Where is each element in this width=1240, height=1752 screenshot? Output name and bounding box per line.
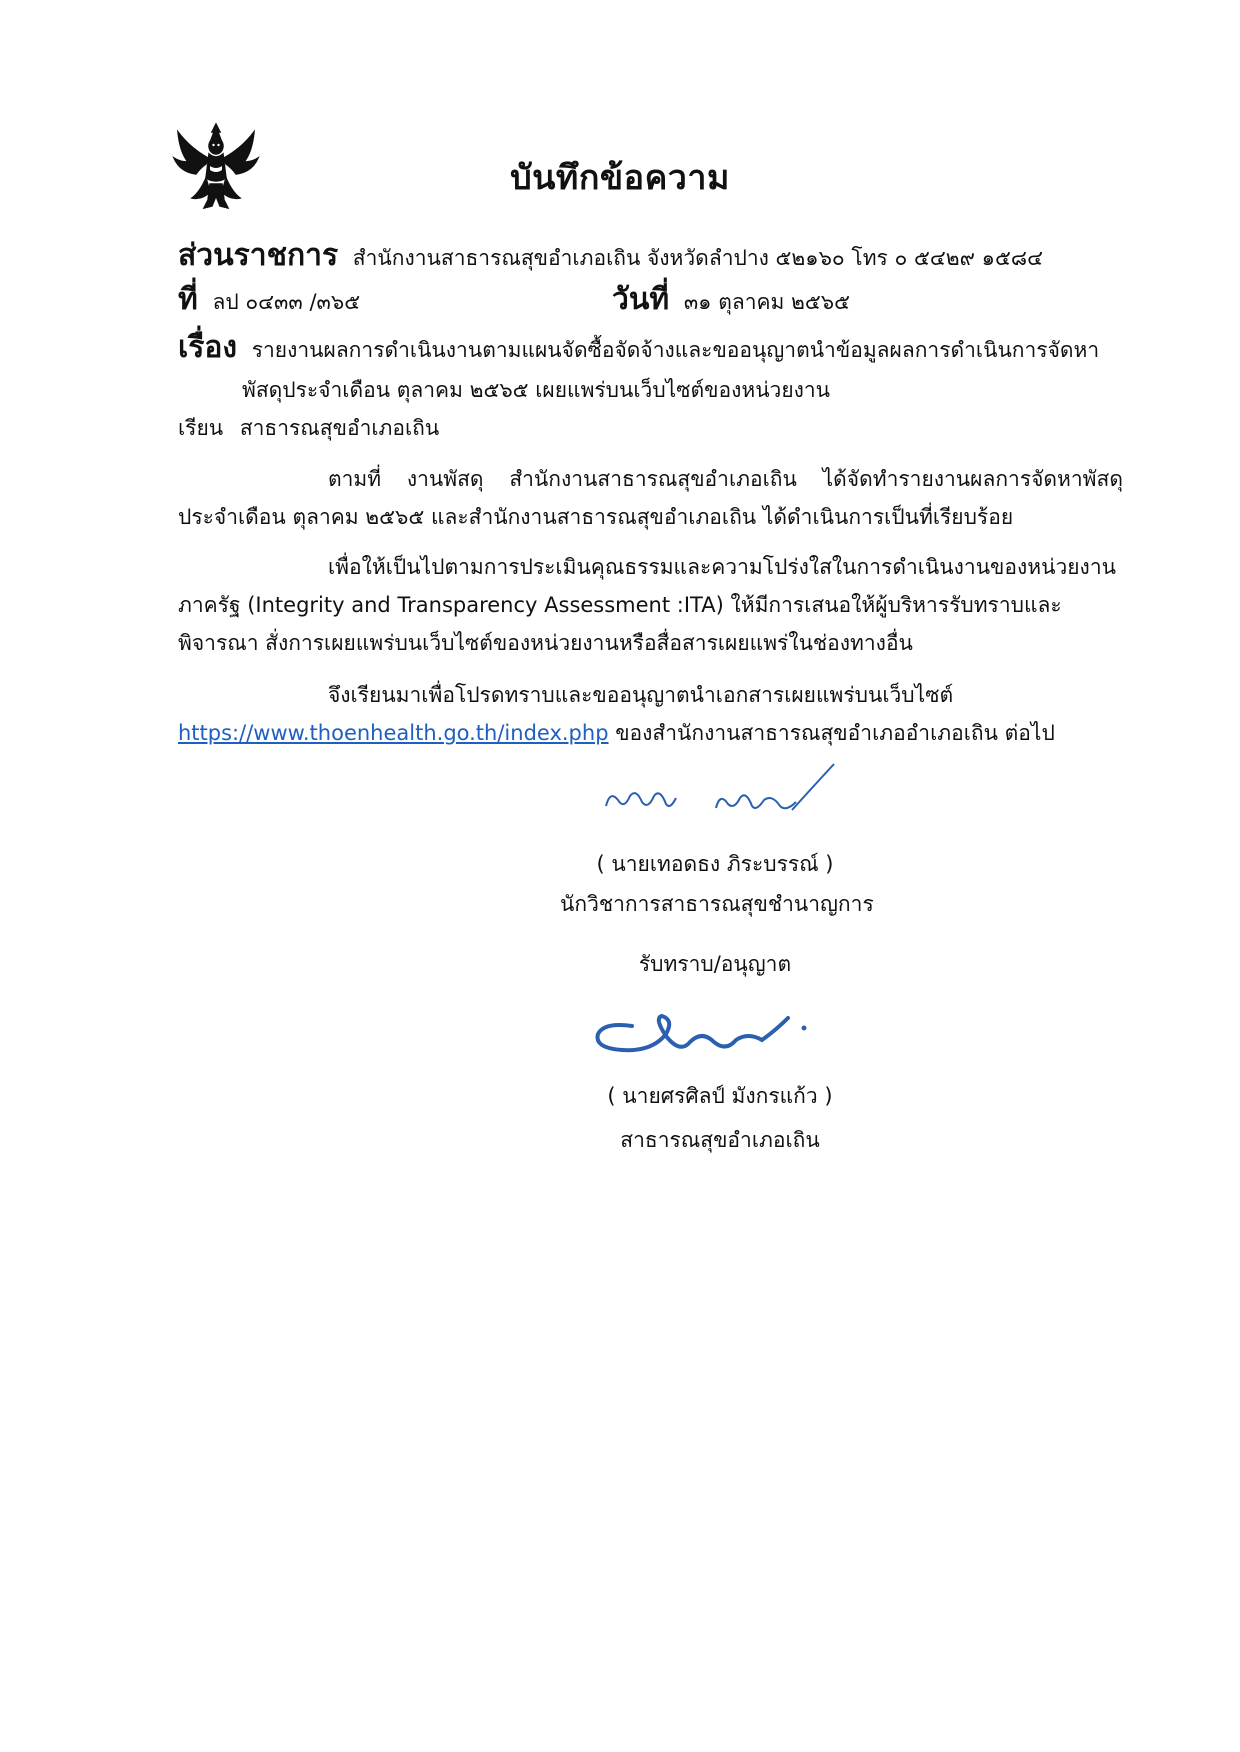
- subject-text-line1: รายงานผลการดำเนินงานตามแผนจัดซื้อจัดจ้างและขออนุญาตนำข้อมูลผลการดำเนินการจัดหา: [251, 338, 1100, 362]
- department-text: สำนักงานสาธารณสุขอำเภอเถิน จังหวัดลำปาง ๕๒๑๖๐ โทร ๐ ๕๔๒๙ ๑๕๘๔: [352, 246, 1043, 270]
- date-text: ๓๑ ตุลาคม ๒๕๖๕: [683, 290, 851, 314]
- date-line: [612, 282, 850, 318]
- department-line: [178, 238, 1043, 274]
- signature-2: [592, 1000, 822, 1066]
- memo-title: บันทึกข้อความ: [510, 158, 730, 198]
- recipient-line: [178, 416, 439, 441]
- signer-1-name: ( นายเทอดธง ภิระบรรณ์ ): [596, 852, 834, 876]
- subject-text-line2: พัสดุประจำเดือน ตุลาคม ๒๕๖๕ เผยแพร่บนเว็บไซต์ของหน่วยงาน: [242, 378, 831, 402]
- date-label: วันที่: [612, 282, 670, 317]
- recipient-text: สาธารณสุขอำเภอเถิน: [239, 416, 440, 440]
- reference-number-line: [178, 282, 360, 318]
- acknowledgement-text: รับทราบ/อนุญาต: [638, 952, 792, 976]
- body-paragraph-1: [178, 460, 1123, 536]
- signer-2-name: ( นายศรศิลป์ มังกรแก้ว ): [607, 1084, 833, 1108]
- signer-1-position: นักวิชาการสาธารณสุขชำนาญการ: [560, 892, 874, 916]
- website-link[interactable]: https://www.thoenhealth.go.th/index.php: [178, 721, 609, 745]
- body-paragraph-2: [178, 548, 1123, 662]
- paragraph-1-first-word: ตามที่: [328, 467, 382, 491]
- paragraph-2-text: เพื่อให้เป็นไปตามการประเมินคุณธรรมและความโปร่งใสในการดำเนินงานของหน่วยงาน ภาครัฐ (Integrity and Transparency Assessment :ITA) ให้มีการเสนอให้ผู้บริหารรับทราบและพิจารณา สั่งการเผยแพร่บนเว็บไซต์ของหน่วยงานหรือสื่อสารเผยแพร่ในช่องทางอื่น: [178, 555, 1116, 655]
- body-paragraph-3: [178, 676, 1123, 752]
- department-label: ส่วนราชการ: [178, 238, 339, 273]
- reference-number-label: ที่: [178, 282, 198, 317]
- subject-label: เรื่อง: [178, 330, 238, 365]
- signer-2-position: สาธารณสุขอำเภอเถิน: [620, 1128, 820, 1152]
- signature-1: [596, 760, 846, 828]
- paragraph-3-closing: ของสำนักงานสาธารณสุขอำเภออำเภอเถิน ต่อไป: [608, 721, 1055, 745]
- subject-line: [178, 330, 1099, 366]
- paragraph-3-text: จึงเรียนมาเพื่อโปรดทราบและขออนุญาตนำเอกสารเผยแพร่บนเว็บไซต์: [328, 683, 954, 707]
- reference-number-text: ลป ๐๔๓๓ /๓๖๕: [212, 290, 361, 314]
- paragraph-1-text: งานพัสดุ สำนักงานสาธารณสุขอำเภอเถิน ได้จัดทำรายงานผลการจัดหาพัสดุ ประจำเดือน ตุลาคม ๒๕๖๕ และสำนักงานสาธารณสุขอำเภอเถิน ได้ดำเนินการเป็นที่เรียบร้อย: [178, 467, 1123, 529]
- recipient-label: เรียน: [178, 416, 224, 440]
